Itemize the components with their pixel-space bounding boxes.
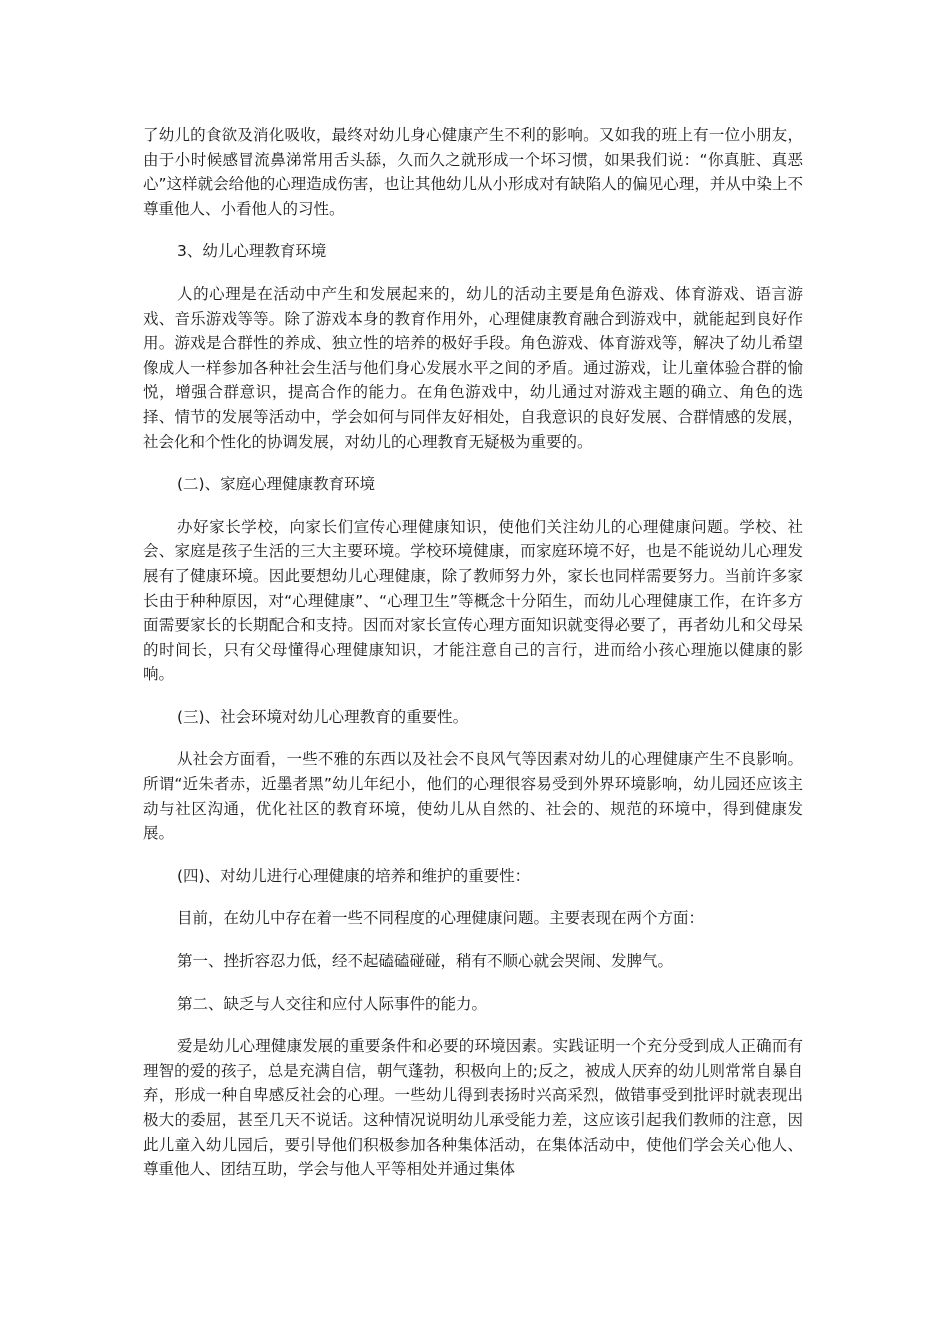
heading-social-environment: (三)、社会环境对幼儿心理教育的重要性。 (177, 707, 469, 726)
document-page (143, 123, 803, 1182)
heading-section-3: 3、幼儿心理教育环境 (177, 242, 327, 261)
paragraph-family: 办好家长学校，向家长们宣传心理健康知识，使他们关注幼儿的心理健康问题。学校、社会、家庭是孩子生活的三大主要环境。学校环境健康，而家庭环境不好，也是不能说幼儿心理发展有了健康环境。因此要想幼儿心理健康，除了教师努力外，家长也同样需要努力。当前许多家长由于种种原因，对“心理健康”、“心理卫生”等概念十分陌生，而幼儿心理健康工作，在许多方面需要家长的长期配合和支持。因而对家长宣传心理方面知识就变得必要了，再者幼儿和父母呆的时间长，只有父母懂得心理健康知识，才能注意自己的言行，进而给小孩心理施以健康的影响。 (143, 517, 803, 684)
paragraph-first-problem: 第一、挫折容忍力低，经不起磕磕碰碰，稍有不顺心就会哭闹、发脾气。 (177, 952, 674, 971)
paragraph-current-problems: 目前，在幼儿中存在着一些不同程度的心理健康问题。主要表现在两个方面： (177, 909, 705, 928)
paragraph-second-problem: 第二、缺乏与人交往和应付人际事件的能力。 (177, 994, 488, 1013)
paragraph-continuation: 了幼儿的食欲及消化吸收，最终对幼儿身心健康产生不利的影响。又如我的班上有一位小朋友，由于小时候感冒流鼻涕常用舌头舔，久而久之就形成一个坏习惯，如果我们说：“你真脏、真恶心”这样就会给他的心理造成伤害，也让其他幼儿从小形成对有缺陷人的偏见心理，并从中染上不尊重他人、小看他人的习性。 (143, 126, 803, 218)
paragraph-social: 从社会方面看，一些不雅的东西以及社会不良风气等因素对幼儿的心理健康产生不良影响。所谓“近朱者赤，近墨者黑”幼儿年纪小，他们的心理很容易受到外界环境影响，幼儿园还应该主动与社区沟通，优化社区的教育环境，使幼儿从自然的、社会的、规范的环境中，得到健康发展。 (143, 750, 803, 843)
paragraph-games: 人的心理是在活动中产生和发展起来的，幼儿的活动主要是角色游戏、体育游戏、语言游戏、音乐游戏等等。除了游戏本身的教育作用外，心理健康教育融合到游戏中，就能起到良好作用。游戏是合群性的养成、独立性的培养的极好手段。角色游戏、体育游戏等，解决了幼儿希望像成人一样参加各种社会生活与他们身心发展水平之间的矛盾。通过游戏，让儿童体验合群的愉悦，增强合群意识，提高合作的能力。在角色游戏中，幼儿通过对游戏主题的确立、角色的选择、情节的发展等活动中，学会如何与同伴友好相处，自我意识的良好发展、合群情感的发展，社会化和个性化的协调发展，对幼儿的心理教育无疑极为重要的。 (143, 284, 803, 451)
paragraph-love: 爱是幼儿心理健康发展的重要条件和必要的环境因素。实践证明一个充分受到成人正确而有理智的爱的孩子，总是充满自信，朝气蓬勃，积极向上的;反之，被成人厌弃的幼儿则常常自暴自弃，形成一种自卑感反社会的心理。一些幼儿得到表扬时兴高采烈，做错事受到批评时就表现出极大的委屈，甚至几天不说话。这种情况说明幼儿承受能力差，这应该引起我们教师的注意，因此儿童入幼儿园后，要引导他们积极参加各种集体活动，在集体活动中，使他们学会关心他人、尊重他人、团结互助，学会与他人平等相处并通过集体 (143, 1037, 803, 1179)
heading-family-environment: (二)、家庭心理健康教育环境 (177, 475, 376, 494)
heading-importance: (四)、对幼儿进行心理健康的培养和维护的重要性： (177, 866, 531, 885)
